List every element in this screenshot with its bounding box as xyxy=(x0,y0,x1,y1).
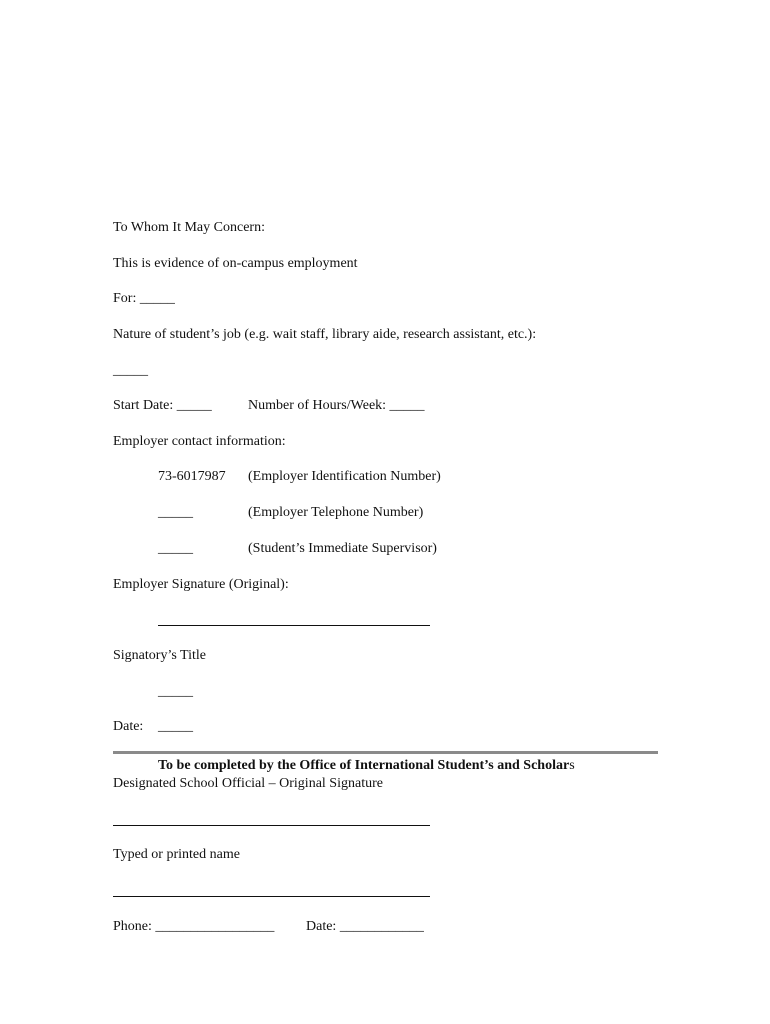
ein-label: (Employer Identification Number) xyxy=(248,469,441,484)
office-heading xyxy=(158,758,575,774)
signatory-title-field[interactable]: _____ xyxy=(158,684,193,699)
supervisor-label: (Student’s Immediate Supervisor) xyxy=(248,541,437,556)
job-nature-label: Nature of student’s job (e.g. wait staff, library aide, research assistant, etc.): xyxy=(113,327,537,342)
greeting: To Whom It May Concern: xyxy=(113,220,265,235)
hours-week-field[interactable]: Number of Hours/Week: _____ xyxy=(248,398,425,413)
employer-phone-label: (Employer Telephone Number) xyxy=(248,505,424,520)
start-date-field[interactable]: Start Date: _____ xyxy=(113,398,212,413)
office-heading-bold: To be completed by the Office of International Student’s and Scholar xyxy=(158,758,570,773)
date-field[interactable]: _____ xyxy=(158,719,193,734)
office-heading-tail: s xyxy=(569,758,575,773)
ein-value[interactable]: 73-6017987 xyxy=(158,469,226,484)
for-field[interactable]: For: _____ xyxy=(113,291,175,306)
date-label: Date: xyxy=(113,719,144,734)
typed-name-line[interactable] xyxy=(113,896,430,897)
section-divider xyxy=(113,751,658,754)
evidence-line: This is evidence of on-campus employment xyxy=(113,256,358,271)
employer-contact-label: Employer contact information: xyxy=(113,434,286,449)
signatory-title-label: Signatory’s Title xyxy=(113,648,206,663)
employer-signature-line[interactable] xyxy=(158,625,430,626)
employer-signature-label: Employer Signature (Original): xyxy=(113,577,289,592)
final-date-field[interactable]: Date: ____________ xyxy=(306,919,424,934)
employer-phone-field[interactable]: _____ xyxy=(158,505,193,520)
typed-name-label: Typed or printed name xyxy=(113,847,240,862)
phone-field[interactable]: Phone: _________________ xyxy=(113,919,275,934)
dso-signature-label: Designated School Official – Original Signature xyxy=(113,776,383,791)
job-nature-field[interactable]: _____ xyxy=(113,363,148,378)
dso-signature-line[interactable] xyxy=(113,825,430,826)
supervisor-field[interactable]: _____ xyxy=(158,541,193,556)
